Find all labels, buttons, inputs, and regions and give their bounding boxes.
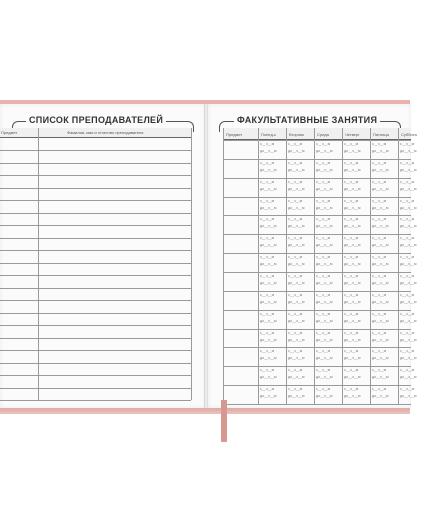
left-row-rule bbox=[0, 263, 191, 264]
time-to-slot: до__ч__м bbox=[372, 224, 389, 229]
time-to-slot: до__ч__м bbox=[344, 243, 361, 248]
time-to-slot: до__ч__м bbox=[400, 243, 417, 248]
left-row-rule bbox=[0, 313, 191, 314]
time-from-slot: с__ч__м bbox=[288, 387, 303, 392]
time-from-slot: с__ч__м bbox=[372, 160, 387, 165]
right-col-header: Вторник bbox=[289, 132, 304, 137]
time-to-slot: до__ч__м bbox=[344, 356, 361, 361]
time-from-slot: с__ч__м bbox=[400, 142, 415, 146]
time-to-slot: до__ч__м bbox=[372, 375, 389, 380]
time-from-slot: с__ч__м bbox=[288, 142, 303, 146]
left-row-rule bbox=[0, 250, 191, 251]
time-to-slot: до__ч__м bbox=[260, 337, 277, 342]
left-table-edge bbox=[191, 128, 192, 400]
right-col-header: Среда bbox=[317, 132, 329, 137]
left-page-title: СПИСОК ПРЕПОДАВАТЕЛЕЙ bbox=[26, 115, 166, 125]
right-column-divider bbox=[223, 128, 224, 404]
time-to-slot: до__ч__м bbox=[344, 224, 361, 229]
time-from-slot: с__ч__м bbox=[400, 255, 415, 260]
time-from-slot: с__ч__м bbox=[400, 311, 415, 316]
time-to-slot: до__ч__м bbox=[372, 243, 389, 248]
right-row-rule bbox=[223, 329, 411, 330]
time-from-slot: с__ч__м bbox=[372, 255, 387, 260]
time-to-slot: до__ч__м bbox=[344, 167, 361, 172]
time-to-slot: до__ч__м bbox=[372, 205, 389, 210]
time-from-slot: с__ч__м bbox=[400, 387, 415, 392]
time-to-slot: до__ч__м bbox=[372, 318, 389, 323]
left-row-rule bbox=[0, 225, 191, 226]
time-to-slot: до__ч__м bbox=[344, 394, 361, 399]
time-from-slot: с__ч__м bbox=[316, 387, 331, 392]
time-to-slot: до__ч__м bbox=[288, 318, 305, 323]
time-from-slot: с__ч__м bbox=[344, 274, 359, 278]
time-to-slot: до__ч__м bbox=[288, 394, 305, 399]
time-from-slot: с__ч__м bbox=[372, 330, 387, 335]
time-to-slot: до__ч__м bbox=[372, 299, 389, 304]
time-to-slot: до__ч__м bbox=[316, 318, 333, 323]
time-from-slot: с__ч__м bbox=[400, 179, 415, 184]
time-to-slot: до__ч__м bbox=[260, 243, 277, 248]
time-to-slot: до__ч__м bbox=[260, 149, 277, 153]
time-from-slot: с__ч__м bbox=[400, 160, 415, 165]
bookmark-ribbon bbox=[221, 400, 227, 442]
time-to-slot: до__ч__м bbox=[344, 375, 361, 380]
time-to-slot: до__ч__м bbox=[400, 337, 417, 342]
time-from-slot: с__ч__м bbox=[316, 292, 331, 297]
right-row-rule bbox=[223, 366, 411, 367]
left-row-rule bbox=[0, 188, 191, 189]
left-row-rule bbox=[0, 300, 191, 301]
right-column-divider bbox=[286, 128, 287, 404]
time-to-slot: до__ч__м bbox=[316, 299, 333, 304]
time-to-slot: до__ч__м bbox=[344, 281, 361, 285]
time-to-slot: до__ч__м bbox=[260, 356, 277, 361]
time-to-slot: до__ч__м bbox=[288, 299, 305, 304]
right-row-rule bbox=[223, 272, 411, 273]
time-from-slot: с__ч__м bbox=[260, 160, 275, 165]
right-page bbox=[207, 104, 417, 408]
left-row-rule bbox=[0, 375, 191, 376]
time-to-slot: до__ч__м bbox=[400, 299, 417, 304]
right-col-header: Понед-к bbox=[261, 132, 276, 137]
time-to-slot: до__ч__м bbox=[400, 262, 417, 267]
time-from-slot: с__ч__м bbox=[316, 349, 331, 354]
time-to-slot: до__ч__м bbox=[316, 205, 333, 210]
time-from-slot: с__ч__м bbox=[260, 179, 275, 184]
right-row-rule bbox=[223, 404, 411, 405]
left-row-rule bbox=[0, 338, 191, 339]
time-from-slot: с__ч__м bbox=[288, 368, 303, 373]
time-to-slot: до__ч__м bbox=[316, 394, 333, 399]
time-from-slot: с__ч__м bbox=[260, 236, 275, 241]
time-from-slot: с__ч__м bbox=[260, 274, 275, 278]
time-from-slot: с__ч__м bbox=[288, 255, 303, 260]
time-to-slot: до__ч__м bbox=[260, 299, 277, 304]
time-to-slot: до__ч__м bbox=[372, 281, 389, 285]
time-from-slot: с__ч__м bbox=[288, 160, 303, 165]
right-row-rule bbox=[223, 197, 411, 198]
time-from-slot: с__ч__м bbox=[344, 349, 359, 354]
right-col-header: Пятница bbox=[373, 132, 389, 137]
time-from-slot: с__ч__м bbox=[344, 198, 359, 203]
time-from-slot: с__ч__м bbox=[288, 217, 303, 222]
time-to-slot: до__ч__м bbox=[344, 318, 361, 323]
time-from-slot: с__ч__м bbox=[260, 387, 275, 392]
left-row-rule bbox=[0, 163, 191, 164]
left-header-rule bbox=[0, 137, 191, 138]
time-to-slot: до__ч__м bbox=[372, 356, 389, 361]
left-col-subject-header: Предмет bbox=[1, 130, 18, 135]
time-to-slot: до__ч__м bbox=[400, 394, 417, 399]
time-to-slot: до__ч__м bbox=[288, 186, 305, 191]
time-from-slot: с__ч__м bbox=[344, 311, 359, 316]
right-row-rule bbox=[223, 310, 411, 311]
time-from-slot: с__ч__м bbox=[400, 349, 415, 354]
time-from-slot: с__ч__м bbox=[344, 292, 359, 297]
left-column-divider bbox=[38, 128, 39, 400]
time-to-slot: до__ч__м bbox=[400, 356, 417, 361]
time-to-slot: до__ч__м bbox=[344, 186, 361, 191]
time-from-slot: с__ч__м bbox=[400, 236, 415, 241]
time-to-slot: до__ч__м bbox=[316, 356, 333, 361]
time-from-slot: с__ч__м bbox=[316, 311, 331, 316]
time-to-slot: до__ч__м bbox=[316, 149, 333, 153]
time-to-slot: до__ч__м bbox=[400, 167, 417, 172]
right-column-divider bbox=[342, 128, 343, 404]
time-from-slot: с__ч__м bbox=[400, 368, 415, 373]
left-col-teacher-header: Фамилия, имя и отчество преподавателя bbox=[67, 130, 144, 135]
right-row-rule bbox=[223, 347, 411, 348]
time-from-slot: с__ч__м bbox=[372, 142, 387, 146]
time-to-slot: до__ч__м bbox=[288, 243, 305, 248]
time-from-slot: с__ч__м bbox=[288, 198, 303, 203]
time-to-slot: до__ч__м bbox=[288, 375, 305, 380]
time-to-slot: до__ч__м bbox=[288, 224, 305, 229]
time-from-slot: с__ч__м bbox=[260, 330, 275, 335]
time-to-slot: до__ч__м bbox=[260, 167, 277, 172]
time-to-slot: до__ч__м bbox=[260, 205, 277, 210]
time-to-slot: до__ч__м bbox=[372, 337, 389, 342]
time-to-slot: до__ч__м bbox=[316, 243, 333, 248]
time-to-slot: до__ч__м bbox=[344, 337, 361, 342]
time-from-slot: с__ч__м bbox=[316, 198, 331, 203]
time-from-slot: с__ч__м bbox=[260, 217, 275, 222]
time-from-slot: с__ч__м bbox=[372, 311, 387, 316]
time-from-slot: с__ч__м bbox=[372, 198, 387, 203]
time-to-slot: до__ч__м bbox=[316, 186, 333, 191]
time-from-slot: с__ч__м bbox=[372, 217, 387, 222]
time-from-slot: с__ч__м bbox=[260, 349, 275, 354]
time-to-slot: до__ч__м bbox=[288, 149, 305, 153]
right-row-rule bbox=[223, 178, 411, 179]
right-row-rule bbox=[223, 291, 411, 292]
time-to-slot: до__ч__м bbox=[400, 149, 417, 153]
time-to-slot: до__ч__м bbox=[288, 205, 305, 210]
time-to-slot: до__ч__м bbox=[372, 149, 389, 153]
left-row-rule bbox=[0, 400, 191, 401]
time-from-slot: с__ч__м bbox=[260, 311, 275, 316]
right-row-rule bbox=[223, 385, 411, 386]
time-to-slot: до__ч__м bbox=[344, 262, 361, 267]
time-to-slot: до__ч__м bbox=[260, 186, 277, 191]
time-to-slot: до__ч__м bbox=[400, 224, 417, 229]
time-from-slot: с__ч__м bbox=[316, 236, 331, 241]
right-page-title: ФАКУЛЬТАТИВНЫЕ ЗАНЯТИЯ bbox=[234, 115, 380, 125]
time-from-slot: с__ч__м bbox=[260, 255, 275, 260]
time-to-slot: до__ч__м bbox=[260, 281, 277, 285]
time-from-slot: с__ч__м bbox=[288, 292, 303, 297]
left-row-rule bbox=[0, 325, 191, 326]
time-from-slot: с__ч__м bbox=[260, 198, 275, 203]
time-to-slot: до__ч__м bbox=[260, 318, 277, 323]
time-from-slot: с__ч__м bbox=[288, 179, 303, 184]
left-row-rule bbox=[0, 150, 191, 151]
left-row-rule bbox=[0, 288, 191, 289]
time-from-slot: с__ч__м bbox=[316, 142, 331, 146]
time-to-slot: до__ч__м bbox=[260, 224, 277, 229]
time-to-slot: до__ч__м bbox=[316, 281, 333, 285]
time-to-slot: до__ч__м bbox=[372, 262, 389, 267]
time-to-slot: до__ч__м bbox=[316, 375, 333, 380]
right-row-rule bbox=[223, 253, 411, 254]
time-to-slot: до__ч__м bbox=[400, 375, 417, 380]
time-from-slot: с__ч__м bbox=[260, 142, 275, 146]
time-to-slot: до__ч__м bbox=[372, 167, 389, 172]
right-row-rule bbox=[223, 215, 411, 216]
time-to-slot: до__ч__м bbox=[400, 205, 417, 210]
time-from-slot: с__ч__м bbox=[288, 349, 303, 354]
right-col-header: Предмет bbox=[226, 132, 243, 137]
time-from-slot: с__ч__м bbox=[372, 274, 387, 278]
right-column-divider bbox=[258, 128, 259, 404]
time-to-slot: до__ч__м bbox=[372, 394, 389, 399]
time-to-slot: до__ч__м bbox=[316, 224, 333, 229]
time-from-slot: с__ч__м bbox=[316, 179, 331, 184]
time-to-slot: до__ч__м bbox=[260, 394, 277, 399]
left-row-rule bbox=[0, 275, 191, 276]
time-to-slot: до__ч__м bbox=[288, 337, 305, 342]
left-row-rule bbox=[0, 388, 191, 389]
time-from-slot: с__ч__м bbox=[372, 236, 387, 241]
time-from-slot: с__ч__м bbox=[316, 255, 331, 260]
time-to-slot: до__ч__м bbox=[288, 281, 305, 285]
time-to-slot: до__ч__м bbox=[372, 186, 389, 191]
time-to-slot: до__ч__м bbox=[344, 299, 361, 304]
right-col-header: Суббота bbox=[401, 132, 417, 137]
right-column-divider bbox=[314, 128, 315, 404]
time-to-slot: до__ч__м bbox=[316, 167, 333, 172]
time-from-slot: с__ч__м bbox=[372, 349, 387, 354]
time-from-slot: с__ч__м bbox=[344, 236, 359, 241]
time-to-slot: до__ч__м bbox=[344, 149, 361, 153]
time-from-slot: с__ч__м bbox=[316, 274, 331, 278]
time-from-slot: с__ч__м bbox=[316, 368, 331, 373]
time-from-slot: с__ч__м bbox=[372, 179, 387, 184]
left-row-rule bbox=[0, 213, 191, 214]
time-to-slot: до__ч__м bbox=[260, 375, 277, 380]
time-from-slot: с__ч__м bbox=[344, 330, 359, 335]
time-to-slot: до__ч__м bbox=[400, 281, 417, 285]
time-from-slot: с__ч__м bbox=[400, 274, 415, 278]
time-from-slot: с__ч__м bbox=[400, 292, 415, 297]
time-from-slot: с__ч__м bbox=[344, 255, 359, 260]
time-from-slot: с__ч__м bbox=[316, 217, 331, 222]
time-from-slot: с__ч__м bbox=[260, 292, 275, 297]
time-from-slot: с__ч__м bbox=[344, 179, 359, 184]
time-to-slot: до__ч__м bbox=[344, 205, 361, 210]
time-to-slot: до__ч__м bbox=[288, 356, 305, 361]
time-to-slot: до__ч__м bbox=[316, 262, 333, 267]
time-from-slot: с__ч__м bbox=[372, 387, 387, 392]
left-row-rule bbox=[0, 200, 191, 201]
right-column-divider bbox=[398, 128, 399, 404]
time-to-slot: до__ч__м bbox=[316, 337, 333, 342]
time-from-slot: с__ч__м bbox=[344, 160, 359, 165]
time-to-slot: до__ч__м bbox=[400, 318, 417, 323]
left-row-rule bbox=[0, 175, 191, 176]
time-to-slot: до__ч__м bbox=[288, 167, 305, 172]
left-row-rule bbox=[0, 238, 191, 239]
right-col-header: Четверг bbox=[345, 132, 360, 137]
time-from-slot: с__ч__м bbox=[344, 142, 359, 146]
time-to-slot: до__ч__м bbox=[260, 262, 277, 267]
time-from-slot: с__ч__м bbox=[288, 274, 303, 278]
left-page bbox=[0, 104, 206, 408]
time-from-slot: с__ч__м bbox=[400, 330, 415, 335]
right-column-divider bbox=[370, 128, 371, 404]
right-row-rule bbox=[223, 140, 411, 141]
time-from-slot: с__ч__м bbox=[316, 330, 331, 335]
time-from-slot: с__ч__м bbox=[288, 236, 303, 241]
time-from-slot: с__ч__м bbox=[288, 311, 303, 316]
time-to-slot: до__ч__м bbox=[288, 262, 305, 267]
time-from-slot: с__ч__м bbox=[400, 198, 415, 203]
time-from-slot: с__ч__м bbox=[344, 217, 359, 222]
time-from-slot: с__ч__м bbox=[260, 368, 275, 373]
left-row-rule bbox=[0, 363, 191, 364]
time-from-slot: с__ч__м bbox=[344, 387, 359, 392]
time-to-slot: до__ч__м bbox=[400, 186, 417, 191]
time-from-slot: с__ч__м bbox=[372, 292, 387, 297]
time-from-slot: с__ч__м bbox=[400, 217, 415, 222]
right-row-rule bbox=[223, 159, 411, 160]
right-row-rule bbox=[223, 234, 411, 235]
time-from-slot: с__ч__м bbox=[316, 160, 331, 165]
time-from-slot: с__ч__м bbox=[288, 330, 303, 335]
time-from-slot: с__ч__м bbox=[372, 368, 387, 373]
time-from-slot: с__ч__м bbox=[344, 368, 359, 373]
left-row-rule bbox=[0, 350, 191, 351]
